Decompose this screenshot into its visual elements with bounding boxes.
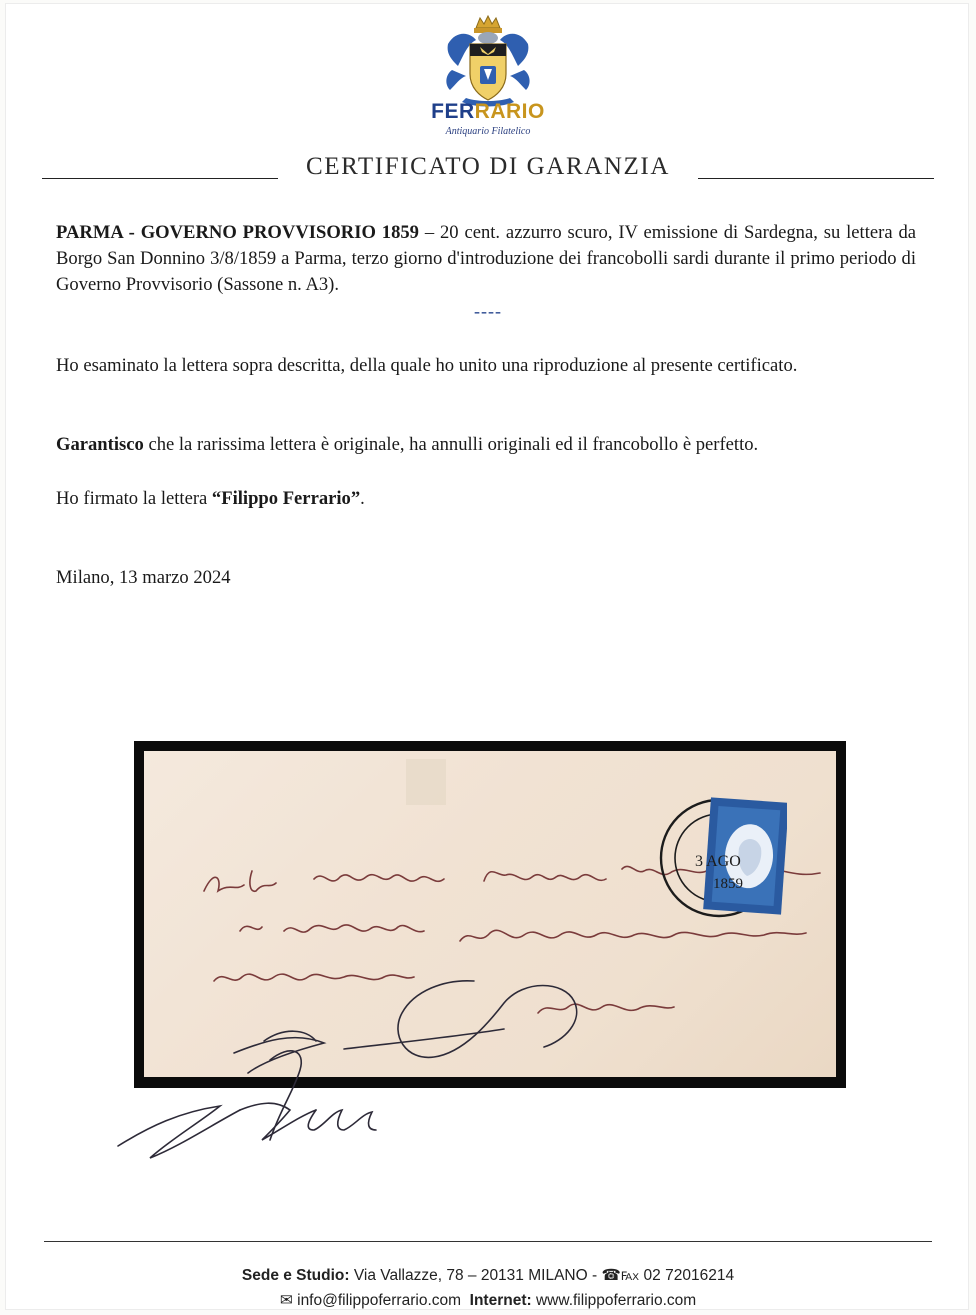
title-rule-right (698, 178, 934, 179)
footer-contacts (0, 1291, 976, 1310)
expert-signature (110, 1030, 510, 1170)
phone-fax-icon: ☎℻ (601, 1267, 640, 1284)
footer-address (0, 1266, 976, 1285)
lot-text: – 20 cent. azzurro scuro, IV emissione di Sardegna, su lettera da Borgo San Donnino 3/8/1859 a Parma, terzo giorno d'introduzione dei francobolli sardi durante il primo periodo di Governo Provvisorio (Sassone n. A3). (56, 222, 916, 295)
guarantee-paragraph (56, 432, 916, 458)
studio-address: Via Vallazze, 78 – 20131 MILANO - (349, 1267, 602, 1284)
lot-heading: PARMA - GOVERNO PROVVISORIO 1859 (56, 222, 419, 243)
place-date: Milano, 13 marzo 2024 (56, 567, 231, 588)
brand-subtitle: Antiquario Filatelico (445, 126, 531, 137)
footer-rule (44, 1241, 932, 1242)
page-title: CERTIFICATO DI GARANZIA (306, 153, 670, 180)
letter-paper (144, 751, 836, 1077)
separator: ---- (474, 301, 502, 321)
phone-number[interactable]: 02 72016214 (639, 1267, 735, 1284)
lot-description (56, 220, 916, 298)
internet-label: Internet: (469, 1292, 532, 1309)
signed-paragraph (56, 486, 916, 512)
postmark-date-text: 3 AGO (695, 853, 741, 870)
svg-text:1859: 1859 (713, 876, 743, 892)
signed-name: “Filippo Ferrario” (211, 488, 361, 509)
guarantee-label: Garantisco (56, 434, 144, 455)
title-rule-left (42, 178, 278, 179)
guarantee-text: che la rarissima lettera è originale, ha annulli originali ed il francobollo è perfetto. (143, 434, 759, 455)
stamp-with-postmark (657, 786, 787, 926)
coat-of-arms-icon (436, 14, 540, 110)
signed-suffix: . (360, 488, 365, 509)
signed-prefix: Ho firmato la lettera (56, 488, 212, 509)
email-link[interactable]: info@filippoferrario.com (292, 1292, 462, 1309)
examined-paragraph: Ho esaminato la lettera sopra descritta, della quale ho unito una riproduzione al presente certificato. (56, 355, 798, 376)
envelope-icon: ✉ (279, 1292, 293, 1309)
website-link[interactable]: www.filippoferrario.com (531, 1292, 697, 1309)
brand-name: FERRARIO (431, 100, 545, 123)
studio-label: Sede e Studio: (241, 1267, 350, 1284)
